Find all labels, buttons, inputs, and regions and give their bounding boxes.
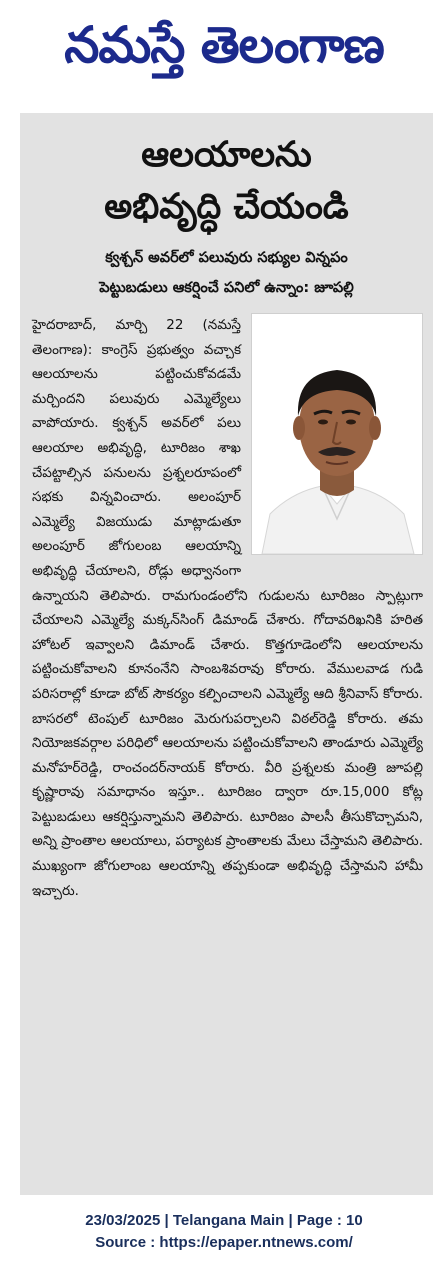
subhead-line-1: క్వశ్చన్ అవర్‌లో పలువురు సభ్యుల విన్నపం: [105, 250, 348, 266]
article-subheadline: [26, 243, 427, 303]
page-footer: [0, 1210, 448, 1254]
article-body-text: హైదరాబాద్, మార్చి 22 (నమస్తే తెలంగాణ): కాంగ్రెస్ ప్రభుత్వం వచ్చాక ఆలయాలను పట్టించుకోవడమే మర్చిందని పలువురు ఎమ్మెల్యేలు వాపోయారు. క్వశ్చన్ అవర్‌లో పలు ఆలయాల అభివృద్ధి, టూరిజం శాఖ చేపట్టాల్సిన పనులను ప్రశ్నలరూపంలో సభకు విన్నవించారు. అలంపూర్ ఎమ్మెల్యే విజయుడు మాట్లాడుతూ అలంపూర్ జోగులంబ ఆలయాన్ని అభివృద్ధి చేయాలని, రోడ్లు అధ్వానంగా ఉన్నాయని తెలిపారు. రామగుండంలోని గుడులను టూరిజం స్పాట్లుగా చేయాలని ఎమ్మెల్యే మక్కన్‌సింగ్ డిమాండ్ చేశారు. గోదావరిఖనికి హరిత హోటల్ ఇవ్వాలని డిమాండ్ చేశారు. కొత్తగూడెంలోని ఆలయాలను పట్టించుకోవాలని కూనంనేని సాంబశివరావు కోరారు. వేములవాడ గుడి పరిసరాల్లో కూడా బోట్ సౌకర్యం కల్పించాలని ఎమ్మెల్యే ఆది శ్రీనివాస్ కోరారు. బాసరలో టెంపుల్ టూరిజం మెరుగుపర్చాలని విఠల్‌రెడ్డి కోరారు. తమ నియోజకవర్గాల పరిధిలో ఆలయాలను పట్టించుకోవాలని తాండూరు ఎమ్మెల్యే మనోహర్‌రెడ్డి, రాంచందర్‌నాయక్ కోరారు. వీరి ప్రశ్నలకు మంత్రి జూపల్లి కృష్ణారావు సమాధానం ఇస్తూ.. టూరిజం ద్వారా రూ.15,000 కోట్ల పెట్టుబడులు ఆకర్షిస్తున్నామని తెలిపారు. టూరిజం పాలసీ తీసుకొచ్చామని, అన్ని ప్రాంతాల ఆలయాలు, పర్యాటక ప్రాంతాలకు మేలు చేస్తామని తెలిపారు. ముఖ్యంగా జోగులాంబ ఆలయాన్ని తప్పకుండా అభివృద్ధి చేస్తామని హామీ ఇచ్చారు.: [32, 317, 423, 899]
footer-source-link: Source : https://epaper.ntnews.com/: [95, 1234, 353, 1251]
newspaper-masthead: నమస్తే తెలంగాణ: [64, 16, 384, 74]
footer-date-edition: 23/03/2025 | Telangana Main | Page : 10: [85, 1212, 363, 1229]
person-portrait-image: [252, 314, 422, 554]
subhead-line-2: పెట్టుబడులు ఆకర్షించే పనిలో ఉన్నాం: జూపల్లి: [99, 280, 354, 296]
headline-line-2: అభివృద్ధి చేయండి: [104, 187, 349, 227]
article-body-container: [32, 313, 423, 903]
headline-line-1: ఆలయాలను: [141, 135, 312, 175]
news-article-clipping: [20, 113, 433, 1195]
article-headline: [20, 129, 433, 233]
minister-photo: [251, 313, 423, 555]
